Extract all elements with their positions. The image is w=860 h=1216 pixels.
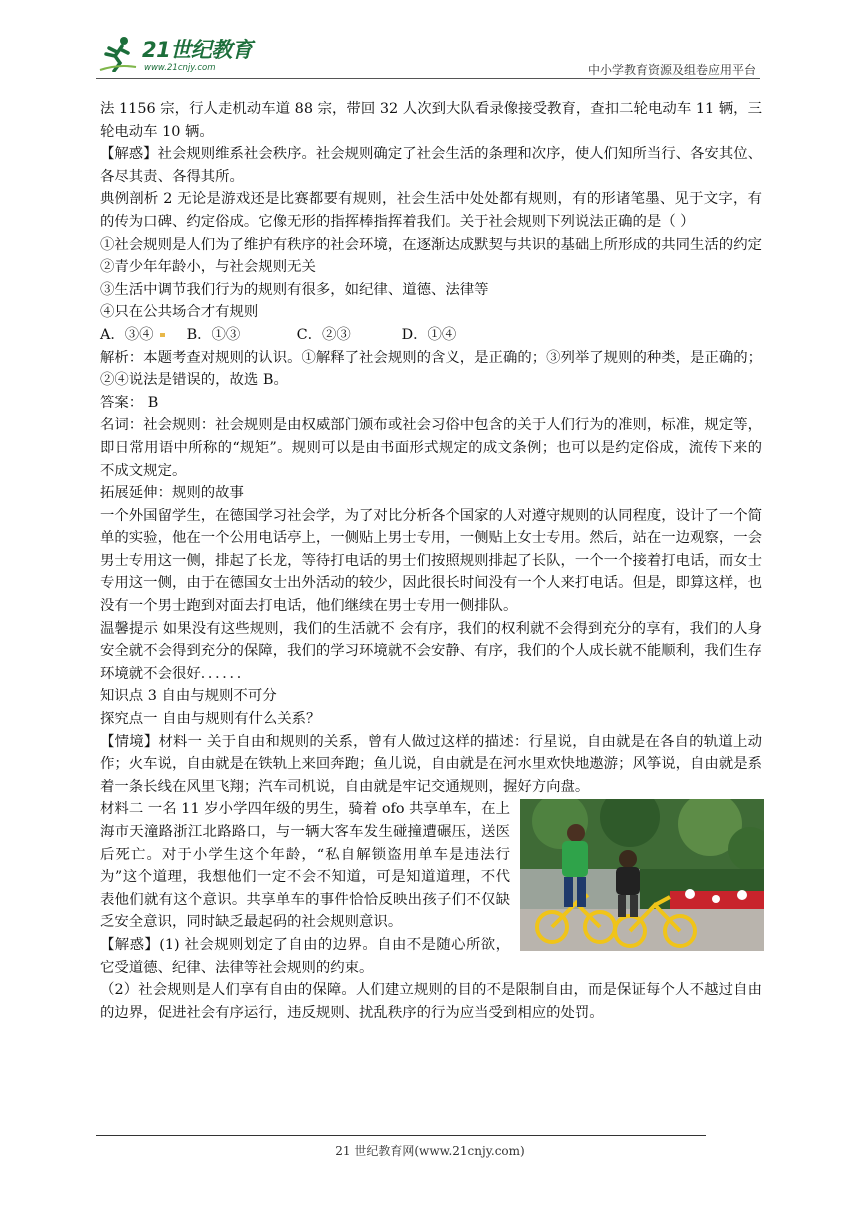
option-a: A．③④ — [100, 326, 154, 343]
answer-options — [100, 324, 762, 347]
page-footer: 21 世纪教育网(www.21cnjy.com) — [335, 1144, 525, 1158]
page-header — [96, 30, 760, 80]
children-bikes-image — [520, 799, 764, 951]
paragraph: 答案： B — [100, 394, 159, 411]
paragraph: 【解惑】社会规则维系社会秩序。社会规则确定了社会生活的条理和次序，使人们知所当行、各安其位、各尽其责、各得其所。 — [100, 146, 762, 185]
logo-main-text: 21世纪教育 — [142, 38, 253, 62]
paragraph: 一个外国留学生，在德国学习社会学，为了对比分析各个国家的人对遵守规则的认同程度，设计了一个简单的实验，他在一个公用电话亭上，一侧贴上男士专用，一侧贴上女士专用。然后，站在一边观察，一会男士专用这一侧，排起了长龙，等待打电话的男士们按照规则排起了长队，一个一个接着打电话，而女士专用这一侧，由于在德国女士出外活动的较少，因此很长时间没有一个人来打电话。但是，即算这样，也没有一个男士跑到对面去打电话，他们继续在男士专用一侧排队。 — [100, 507, 762, 615]
option-c: C．②③ — [296, 326, 351, 343]
paragraph: 【解惑】(1) 社会规则划定了自由的边界。自由不是随心所欲，它受道德、纪律、法律等社会规则的约束。 — [100, 936, 510, 976]
paragraph: 典例剖析 2 无论是游戏还是比赛都要有规则，社会生活中处处都有规则，有的形诸笔墨、见于文字，有的传为口碑、约定俗成。它像无形的指挥棒指挥着我们。关于社会规则下列说法正确的是（ ） — [100, 191, 762, 230]
shared-bike-photo — [520, 799, 764, 951]
mark-dot — [160, 333, 165, 337]
site-logo[interactable] — [96, 30, 266, 78]
paragraph: 拓展延伸：规则的故事 — [100, 485, 244, 502]
header-platform-name: 中小学教育资源及组卷应用平台 — [587, 63, 756, 77]
paragraph: 法 1156 宗，行人走机动车道 88 宗，带回 32 人次到大队看录像接受教育，查扣二轮电动车 11 辆，三轮电动车 10 辆。 — [100, 101, 762, 140]
paragraph: 【情境】材料一 关于自由和规则的关系，曾有人做过这样的描述：行星说，自由就是在各自的轨道上动作；火车说，自由就是在铁轨上来回奔跑；鱼儿说，自由就是在河水里欢快地遨游；风筝说，自由就是系着一条长线在风里飞翔；汽车司机说，自由就是牢记交通规则，握好方向盘。 — [100, 733, 762, 795]
paragraph: ②青少年年龄小，与社会规则无关 — [100, 259, 316, 276]
paragraph: 解析：本题考查对规则的认识。①解释了社会规则的含义，是正确的；③列举了规则的种类，是正确的；②④说法是错误的，故选 B。 — [100, 349, 762, 389]
paragraph: 温馨提示 如果没有这些规则，我们的生活就不 会有序，我们的权利就不会得到充分的享有，我们的人身安全就不会得到充分的保障，我们的学习环境就不会安静、有序，我们的个人成长就不能顺利，我们生存环境就不会很好．．．．．． — [100, 620, 762, 682]
paragraph: ④只在公共场合才有规则 — [100, 304, 259, 321]
paragraph: 材料二 一名 11 岁小学四年级的男生，骑着 ofo 共享单车，在上海市天潼路浙江北路路口，与一辆大客车发生碰撞遭碾压，送医后死亡。对于小学生这个年龄，“私自解锁盗用单车是违法行为”这个道理，我想他们一定不会不知道，可是知道道理，不代表他们就有这个意识。共享单车的事件恰恰反映出孩子们不仅缺乏安全意识，同时缺乏最起码的社会规则意识。 — [100, 801, 510, 931]
paragraph: 名词：社会规则：社会规则是由权威部门颁布或社会习俗中包含的关于人们行为的准则，标准，规定等，即日常用语中所称的“规矩”。规则可以是由书面形式规定的成文条例；也可以是约定俗成，流传下来的不成文规定。 — [100, 417, 762, 479]
header-divider — [96, 78, 760, 79]
paragraph: ③生活中调节我们行为的规则有很多，如纪律、道德、法律等 — [100, 281, 489, 298]
paragraph: （2）社会规则是人们享有自由的保障。人们建立规则的目的不是限制自由，而是保证每个人不越过自由的边界，促进社会有序运行，违反规则、扰乱秩序的行为应当受到相应的处罚。 — [100, 982, 762, 1021]
paragraph: ①社会规则是人们为了维护有秩序的社会环境，在逐渐达成默契与共识的基础上所形成的共同生活的约定 — [100, 236, 762, 253]
paragraph: 知识点 3 自由与规则不可分 — [100, 688, 277, 705]
runner-logo-icon — [98, 36, 138, 72]
document-body — [100, 98, 762, 1024]
footer-divider — [96, 1135, 706, 1136]
option-d: D．①④ — [401, 326, 457, 343]
paragraph: 探究点一 自由与规则有什么关系？ — [100, 711, 321, 728]
option-b: B．①③ — [186, 326, 241, 343]
logo-url-text: www.21cnjy.com — [144, 63, 216, 73]
